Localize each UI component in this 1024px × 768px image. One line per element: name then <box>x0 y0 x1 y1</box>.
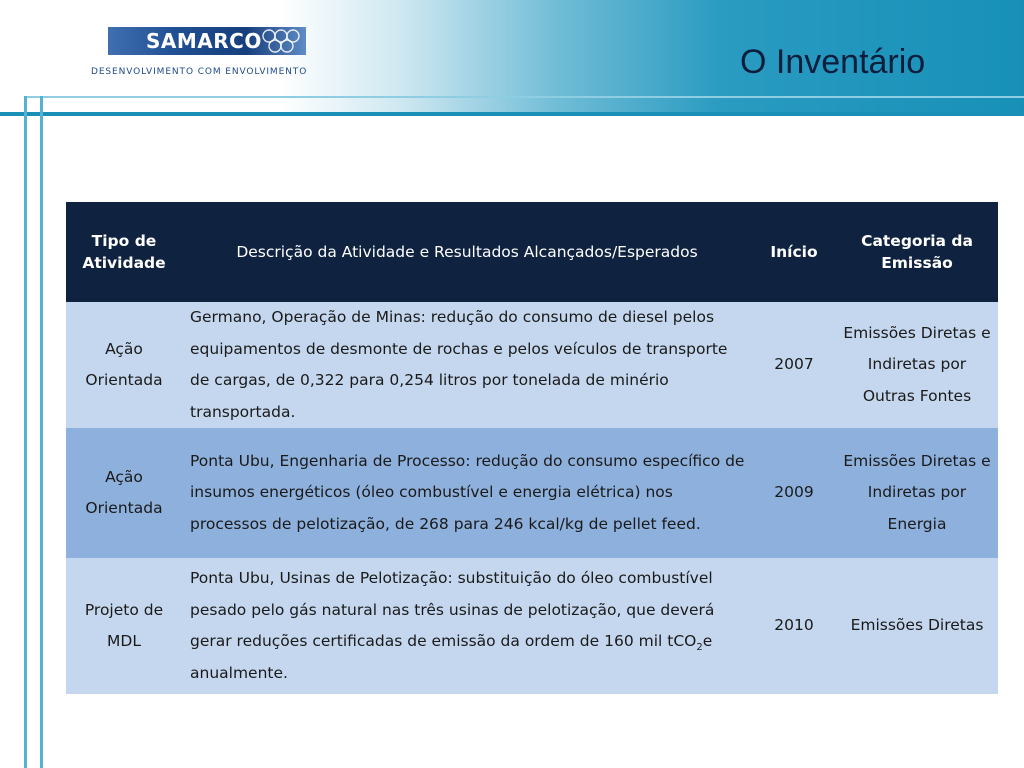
inventory-table <box>66 202 998 694</box>
cell-inicio: 2009 <box>752 428 836 558</box>
cell-tipo: Ação Orientada <box>66 302 182 428</box>
cell-categoria: Emissões Diretas <box>836 558 998 694</box>
cell-categoria: Emissões Diretas e Indiretas por Outras Fontes <box>836 302 998 428</box>
table-row <box>66 428 998 558</box>
header-divider <box>0 112 1024 116</box>
cell-tipo: Ação Orientada <box>66 428 182 558</box>
cell-descricao: Germano, Operação de Minas: redução do consumo de diesel pelos equipamentos de desmonte de rochas e pelos veículos de transporte de cargas, de 0,322 para 0,254 litros por tonelada de minério transportada. <box>182 302 752 428</box>
frame-line-vertical-inner <box>40 96 43 768</box>
cell-descricao <box>182 558 752 694</box>
cell-inicio: 2010 <box>752 558 836 694</box>
table-header-row <box>66 202 998 302</box>
descricao-subscript: 2 <box>696 642 703 654</box>
header-descricao: Descrição da Atividade e Resultados Alcançados/Esperados <box>182 202 752 302</box>
frame-line-vertical-outer <box>24 96 27 768</box>
brand-tagline: DESENVOLVIMENTO COM ENVOLVIMENTO <box>91 67 308 77</box>
header-inicio: Início <box>752 202 836 302</box>
table-row <box>66 558 998 694</box>
header-categoria: Categoria da Emissão <box>836 202 998 302</box>
logo-text: SAMARCO <box>146 29 262 53</box>
cell-categoria: Emissões Diretas e Indiretas por Energia <box>836 428 998 558</box>
cell-inicio: 2007 <box>752 302 836 428</box>
descricao-tail: e anualmente. <box>190 632 713 682</box>
header-tipo: Tipo de Atividade <box>66 202 182 302</box>
logo-circles-icon <box>260 28 304 54</box>
cell-tipo: Projeto de MDL <box>66 558 182 694</box>
frame-line-horizontal <box>24 96 1024 98</box>
descricao-text: Ponta Ubu, Usinas de Pelotização: substituição do óleo combustível pesado pelo gás natural nas três usinas de pelotização, que deverá gerar reduções certificadas de emissão da ordem de 160 mil tCO <box>190 569 715 650</box>
cell-descricao: Ponta Ubu, Engenharia de Processo: redução do consumo específico de insumos energéticos (óleo combustível e energia elétrica) nos processos de pelotização, de 268 para 246 kcal/kg de pellet feed. <box>182 428 752 558</box>
slide-title: O Inventário <box>740 43 926 81</box>
table-row <box>66 302 998 428</box>
